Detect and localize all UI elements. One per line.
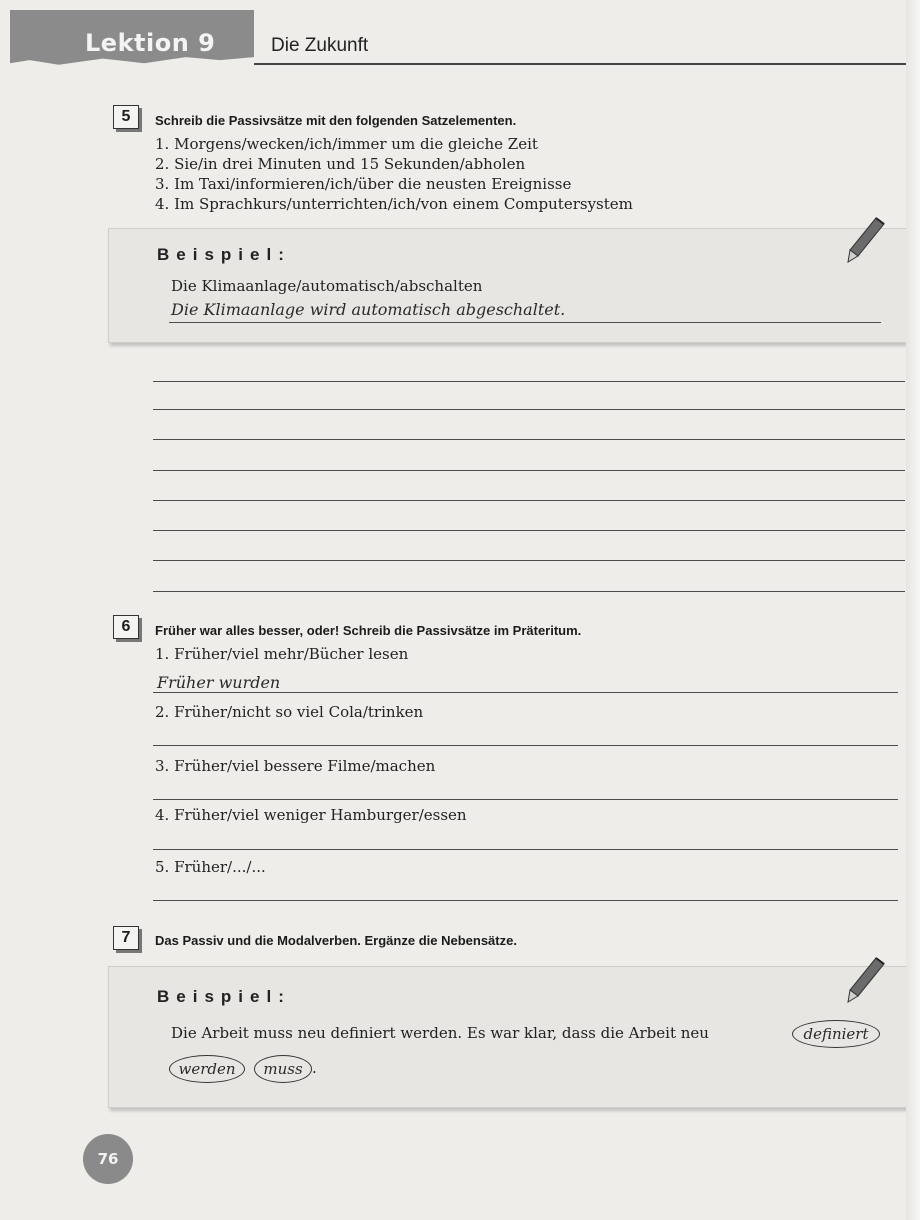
answer-line[interactable]	[153, 900, 898, 901]
answer-line[interactable]	[153, 692, 898, 693]
exercise-7-instruction: Das Passiv und die Modalverben. Ergänze die Nebensätze.	[155, 933, 517, 948]
pencil-icon	[846, 956, 886, 1004]
answer-line[interactable]	[153, 530, 905, 531]
beispiel-label: Beispiel:	[157, 987, 291, 1006]
lektion-label: Lektion 9	[85, 29, 216, 57]
exercise-6-item-3: 3. Früher/viel bessere Filme/machen	[155, 757, 436, 775]
beispiel-label: Beispiel:	[157, 245, 291, 264]
exercise-6-instruction: Früher war alles besser, oder! Schreib die Passivsätze im Präteritum.	[155, 623, 582, 638]
answer-line[interactable]	[153, 381, 905, 382]
exercise-6-answer-start: Früher wurden	[157, 673, 281, 692]
answer-line[interactable]	[153, 470, 905, 471]
chapter-title: Die Zukunft	[271, 35, 369, 56]
example-sentence: Die Arbeit muss neu definiert werden. Es war klar, dass die Arbeit neu	[171, 1024, 709, 1042]
answer-line[interactable]	[153, 591, 905, 592]
exercise-6-item-4: 4. Früher/viel weniger Hamburger/essen	[155, 806, 467, 824]
answer-word-oval: werden	[169, 1055, 245, 1083]
exercise-6-item-5: 5. Früher/.../...	[155, 858, 266, 876]
answer-line[interactable]	[153, 849, 898, 850]
answer-line[interactable]	[153, 745, 898, 746]
exercise-5-example-box	[108, 228, 907, 343]
answer-word-oval: muss	[254, 1055, 312, 1083]
exercise-5-instruction: Schreib die Passivsätze mit den folgenden Satzelementen.	[155, 113, 517, 128]
sentence-period: .	[312, 1059, 317, 1077]
pencil-icon	[846, 216, 886, 264]
exercise-7-example-box	[108, 966, 907, 1108]
example-answer-line	[169, 322, 881, 323]
answer-line[interactable]	[153, 799, 898, 800]
exercise-5-item-3: 3. Im Taxi/informieren/ich/über die neusten Ereignisse	[155, 175, 572, 193]
example-answer: Die Klimaanlage wird automatisch abgeschaltet.	[171, 300, 566, 319]
exercise-5-number: 5	[113, 105, 139, 129]
exercise-6-item-2: 2. Früher/nicht so viel Cola/trinken	[155, 703, 424, 721]
page-edge	[906, 0, 920, 1220]
answer-line[interactable]	[153, 560, 905, 561]
exercise-5-item-2: 2. Sie/in drei Minuten und 15 Sekunden/abholen	[155, 155, 526, 173]
page-number: 76	[83, 1134, 133, 1184]
answer-word-oval: definiert	[792, 1020, 880, 1048]
exercise-5-item-1: 1. Morgens/wecken/ich/immer um die gleiche Zeit	[155, 135, 538, 153]
example-prompt: Die Klimaanlage/automatisch/abschalten	[171, 277, 483, 295]
answer-line[interactable]	[153, 409, 905, 410]
exercise-7-number: 7	[113, 926, 139, 950]
exercise-6-item-1: 1. Früher/viel mehr/Bücher lesen	[155, 645, 409, 663]
exercise-5-item-4: 4. Im Sprachkurs/unterrichten/ich/von einem Computersystem	[155, 195, 633, 213]
header-rule	[254, 63, 906, 65]
exercise-6-number: 6	[113, 615, 139, 639]
answer-line[interactable]	[153, 500, 905, 501]
answer-line[interactable]	[153, 439, 905, 440]
